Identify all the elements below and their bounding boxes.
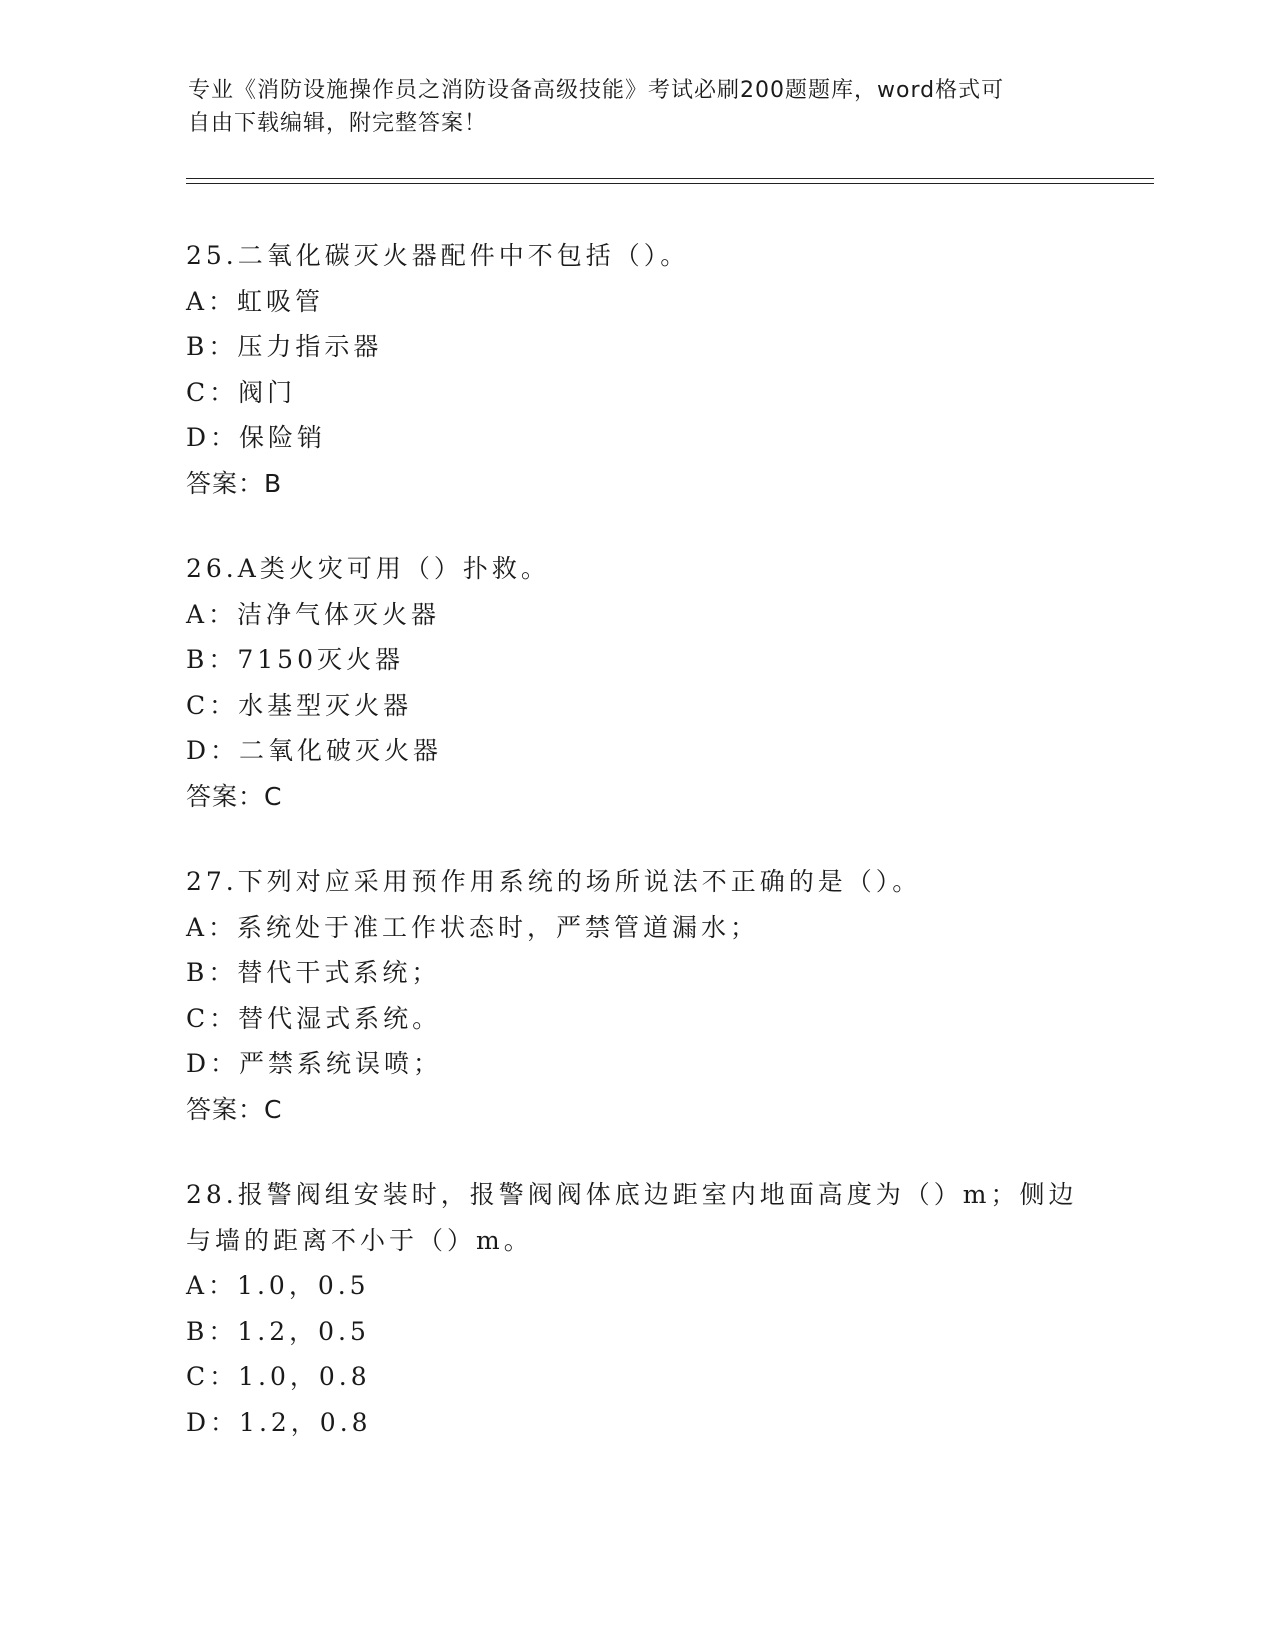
option-b: B：压力指示器 [186,332,383,361]
header-line-2: 自由下载编辑，附完整答案！ [188,111,488,136]
option-c: C：替代湿式系统。 [186,1003,442,1033]
header-divider-bottom [186,183,1154,184]
question-28 [186,1172,1086,1445]
option-d: D：二氧化破灭火器 [186,736,443,765]
option-c: C：水基型灭火器 [186,690,413,720]
answer: 答案：B [186,468,283,498]
question-text: 26.A类火灾可用（）扑救。 [186,554,550,583]
option-b: B：替代干式系统； [186,958,441,987]
question-25 [186,233,1086,506]
question-27 [186,859,1086,1132]
answer: 答案：C [186,781,283,811]
header-line-1: 专业《消防设施操作员之消防设备高级技能》考试必刷200题题库，word格式可 [188,78,1005,103]
document-header [188,74,1088,140]
question-26 [186,546,1086,819]
option-b: B：1.2，0.5 [186,1316,370,1346]
question-text-line-1: 28.报警阀组安装时，报警阀阀体底边距室内地面高度为（）m；侧边 [186,1180,1078,1209]
option-a: A：虹吸管 [186,286,325,316]
option-b: B：7150灭火器 [186,645,404,674]
option-d: D：1.2，0.8 [186,1407,372,1437]
option-c: C：1.0，0.8 [186,1362,371,1391]
option-d: D：严禁系统误喷； [186,1049,443,1078]
option-d: D：保险销 [186,423,327,452]
header-divider-top [186,178,1154,179]
option-a: A：洁净气体灭火器 [186,599,441,629]
answer: 答案：C [186,1094,283,1124]
question-text: 27.下列对应采用预作用系统的场所说法不正确的是（）。 [186,867,922,896]
option-c: C：阀门 [186,377,297,407]
question-text: 25.二氧化碳灭火器配件中不包括（）。 [186,241,690,270]
option-a: A：1.0，0.5 [186,1271,370,1300]
option-a: A：系统处于准工作状态时，严禁管道漏水； [186,912,760,942]
question-list [186,233,1086,1485]
question-text-line-2: 与墙的距离不小于（）m。 [186,1225,533,1255]
